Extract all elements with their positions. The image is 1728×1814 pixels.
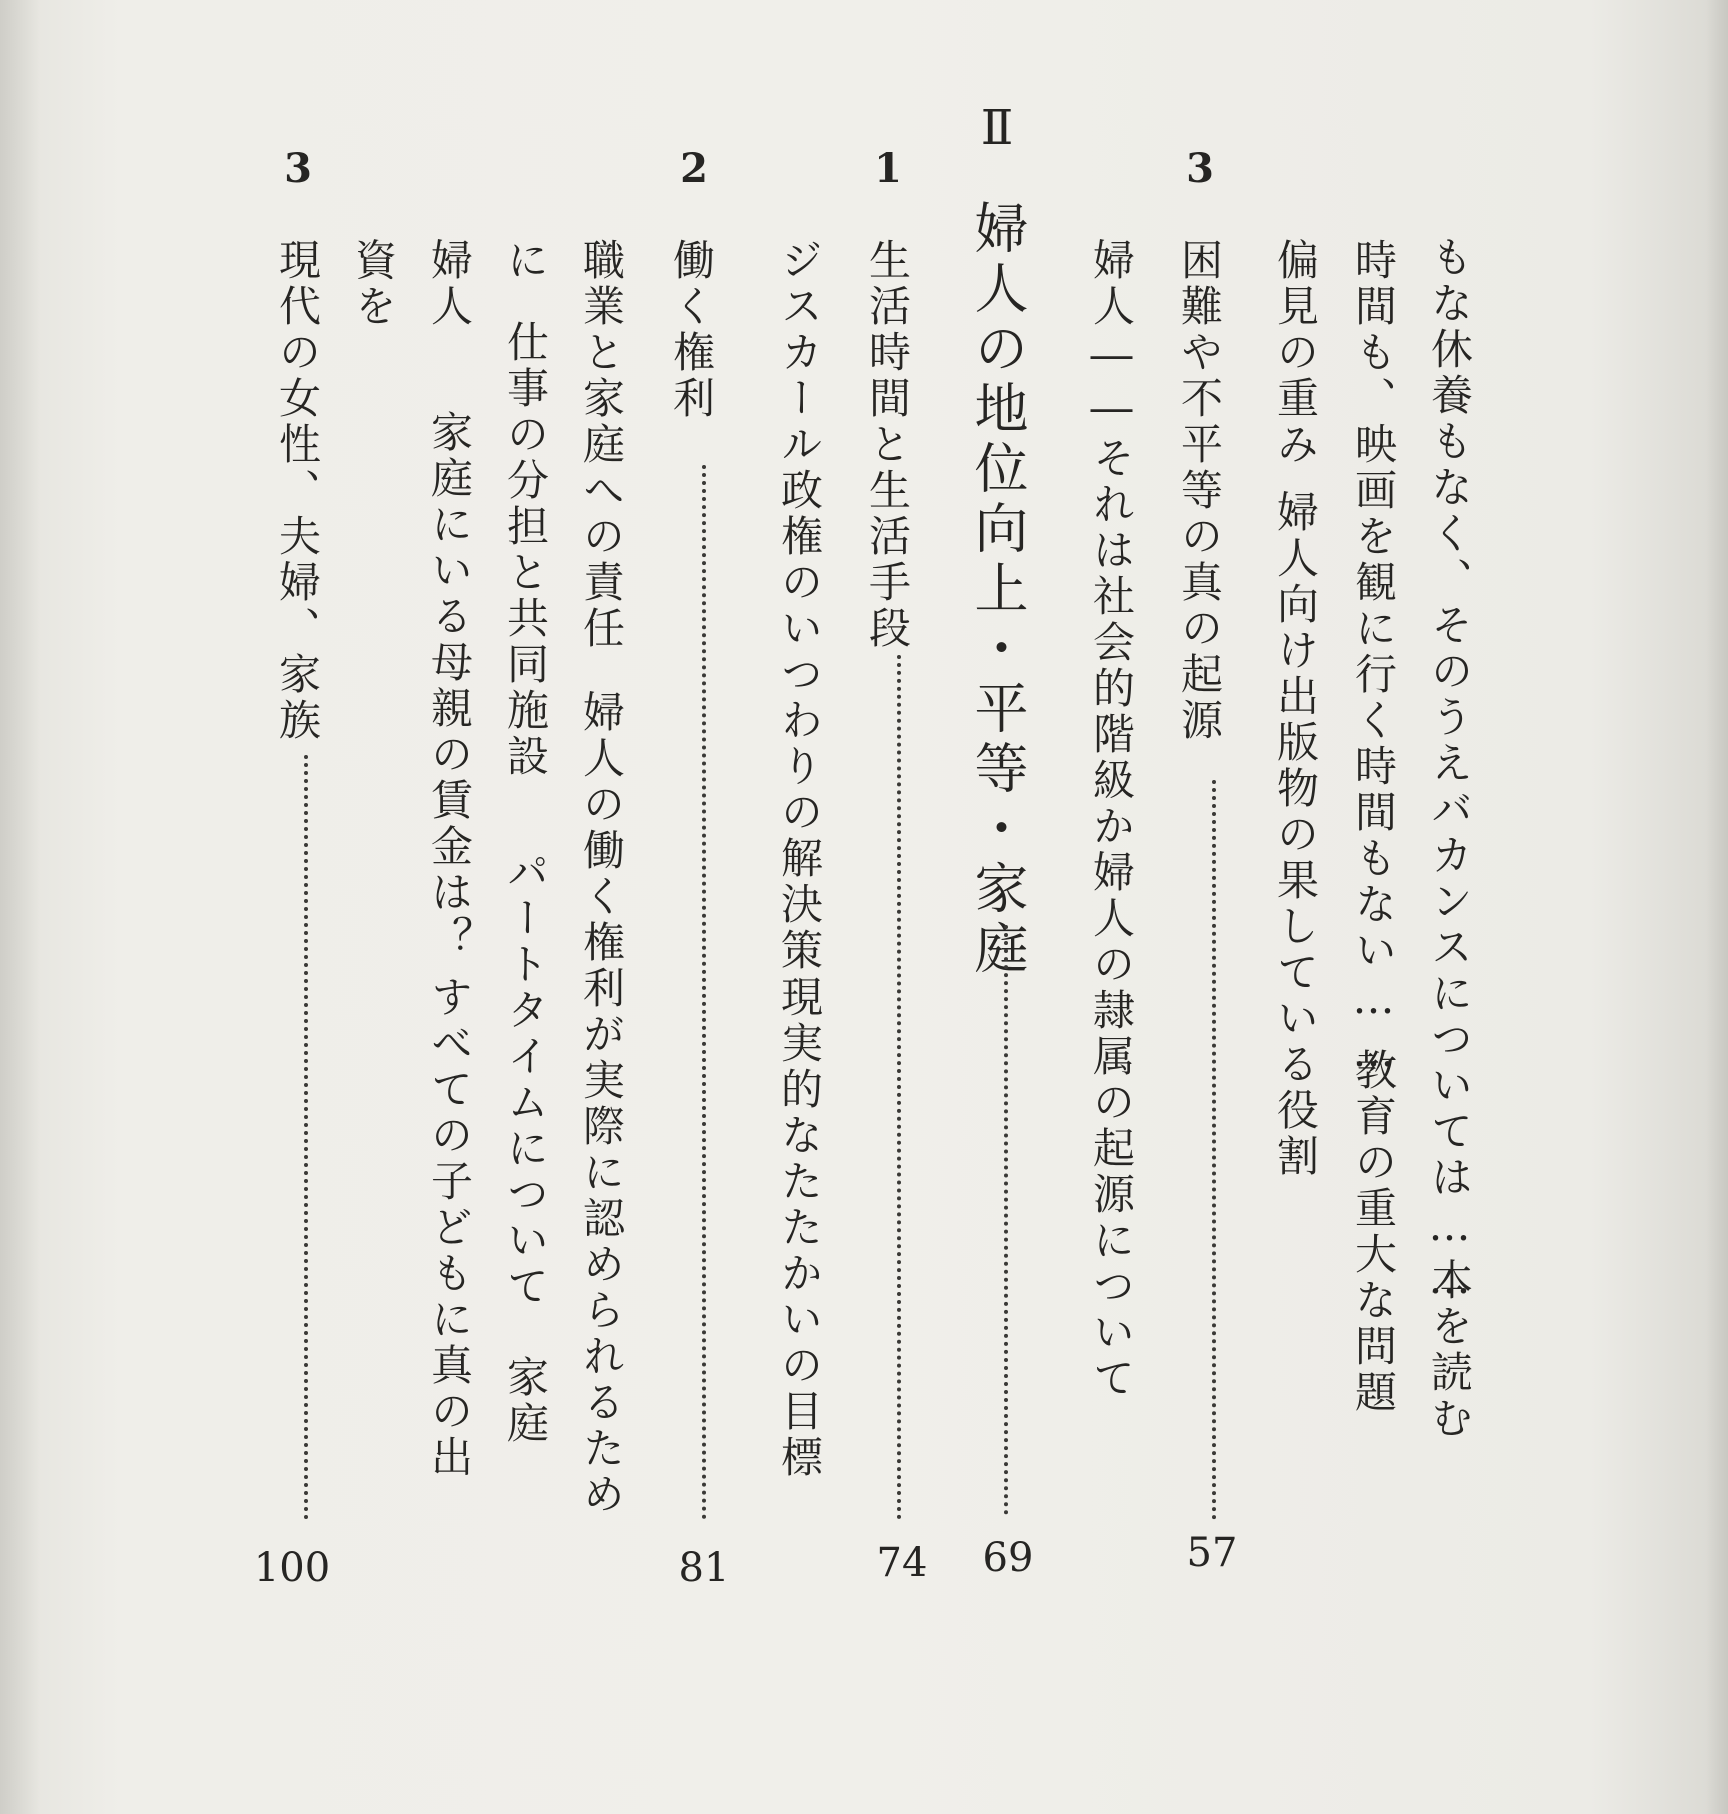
- toc-line: 時間も、映画を観に行く時間もない……: [1349, 238, 1398, 1080]
- toc-line: 婦人の隷属の起源について: [1087, 850, 1136, 1402]
- section-number: 3: [1186, 145, 1214, 192]
- toc-line: 婦人: [425, 238, 474, 330]
- section-title: 困難や不平等の真の起源: [1175, 238, 1224, 744]
- section-number: 1: [874, 145, 902, 192]
- page-number: 100: [253, 1545, 331, 1591]
- part-number: Ⅱ: [980, 100, 1012, 156]
- toc-line: 現実的なたたかいの目標: [775, 975, 824, 1481]
- toc-line: 家庭にいる母親の賃金は？: [425, 410, 474, 962]
- page-number: 81: [678, 1545, 730, 1591]
- section-number: 3: [284, 145, 312, 192]
- gutter-shadow: [0, 0, 40, 1814]
- leader-dots: [304, 755, 308, 1520]
- page-number: 69: [982, 1535, 1034, 1581]
- page-edge: [1706, 0, 1728, 1814]
- toc-line: 仕事の分担と共同施設: [501, 320, 550, 780]
- toc-line: パートタイムについて: [501, 850, 550, 1310]
- toc-line: 教育の重大な問題: [1349, 1048, 1398, 1416]
- section-title: 生活時間と生活手段: [863, 238, 912, 652]
- section-title: 働く権利: [667, 238, 716, 422]
- toc-line: 偏見の重み: [1271, 238, 1320, 468]
- toc-line: 本を読む: [1425, 1258, 1474, 1442]
- part-title: 婦人の地位向上・平等・家庭: [966, 200, 1029, 980]
- toc-line: すべての子どもに真の出: [425, 975, 474, 1481]
- toc-line: 婦人向け出版物の果している役割: [1271, 490, 1320, 1180]
- leader-dots: [1004, 925, 1008, 1515]
- toc-line: 家庭: [501, 1355, 550, 1447]
- toc-line: 職業と家庭への責任: [577, 238, 626, 652]
- toc-line: 資を: [349, 238, 398, 330]
- leader-dots: [1212, 780, 1216, 1520]
- toc-line: に: [501, 238, 550, 284]
- toc-line: ジスカール政権のいつわりの解決策: [775, 238, 824, 974]
- page-number: 74: [876, 1540, 928, 1586]
- section-title: 現代の女性、夫婦、家族: [273, 238, 322, 744]
- toc-line: もな休養もなく、そのうえバカンスについては……: [1425, 235, 1474, 1307]
- toc-line: 婦人の働く権利が実際に認められるため: [577, 690, 626, 1518]
- leader-dots: [897, 655, 901, 1520]
- toc-line: 婦人――それは社会的階級か: [1087, 238, 1136, 850]
- page-number: 57: [1186, 1530, 1238, 1576]
- leader-dots: [702, 465, 706, 1520]
- section-number: 2: [680, 145, 708, 192]
